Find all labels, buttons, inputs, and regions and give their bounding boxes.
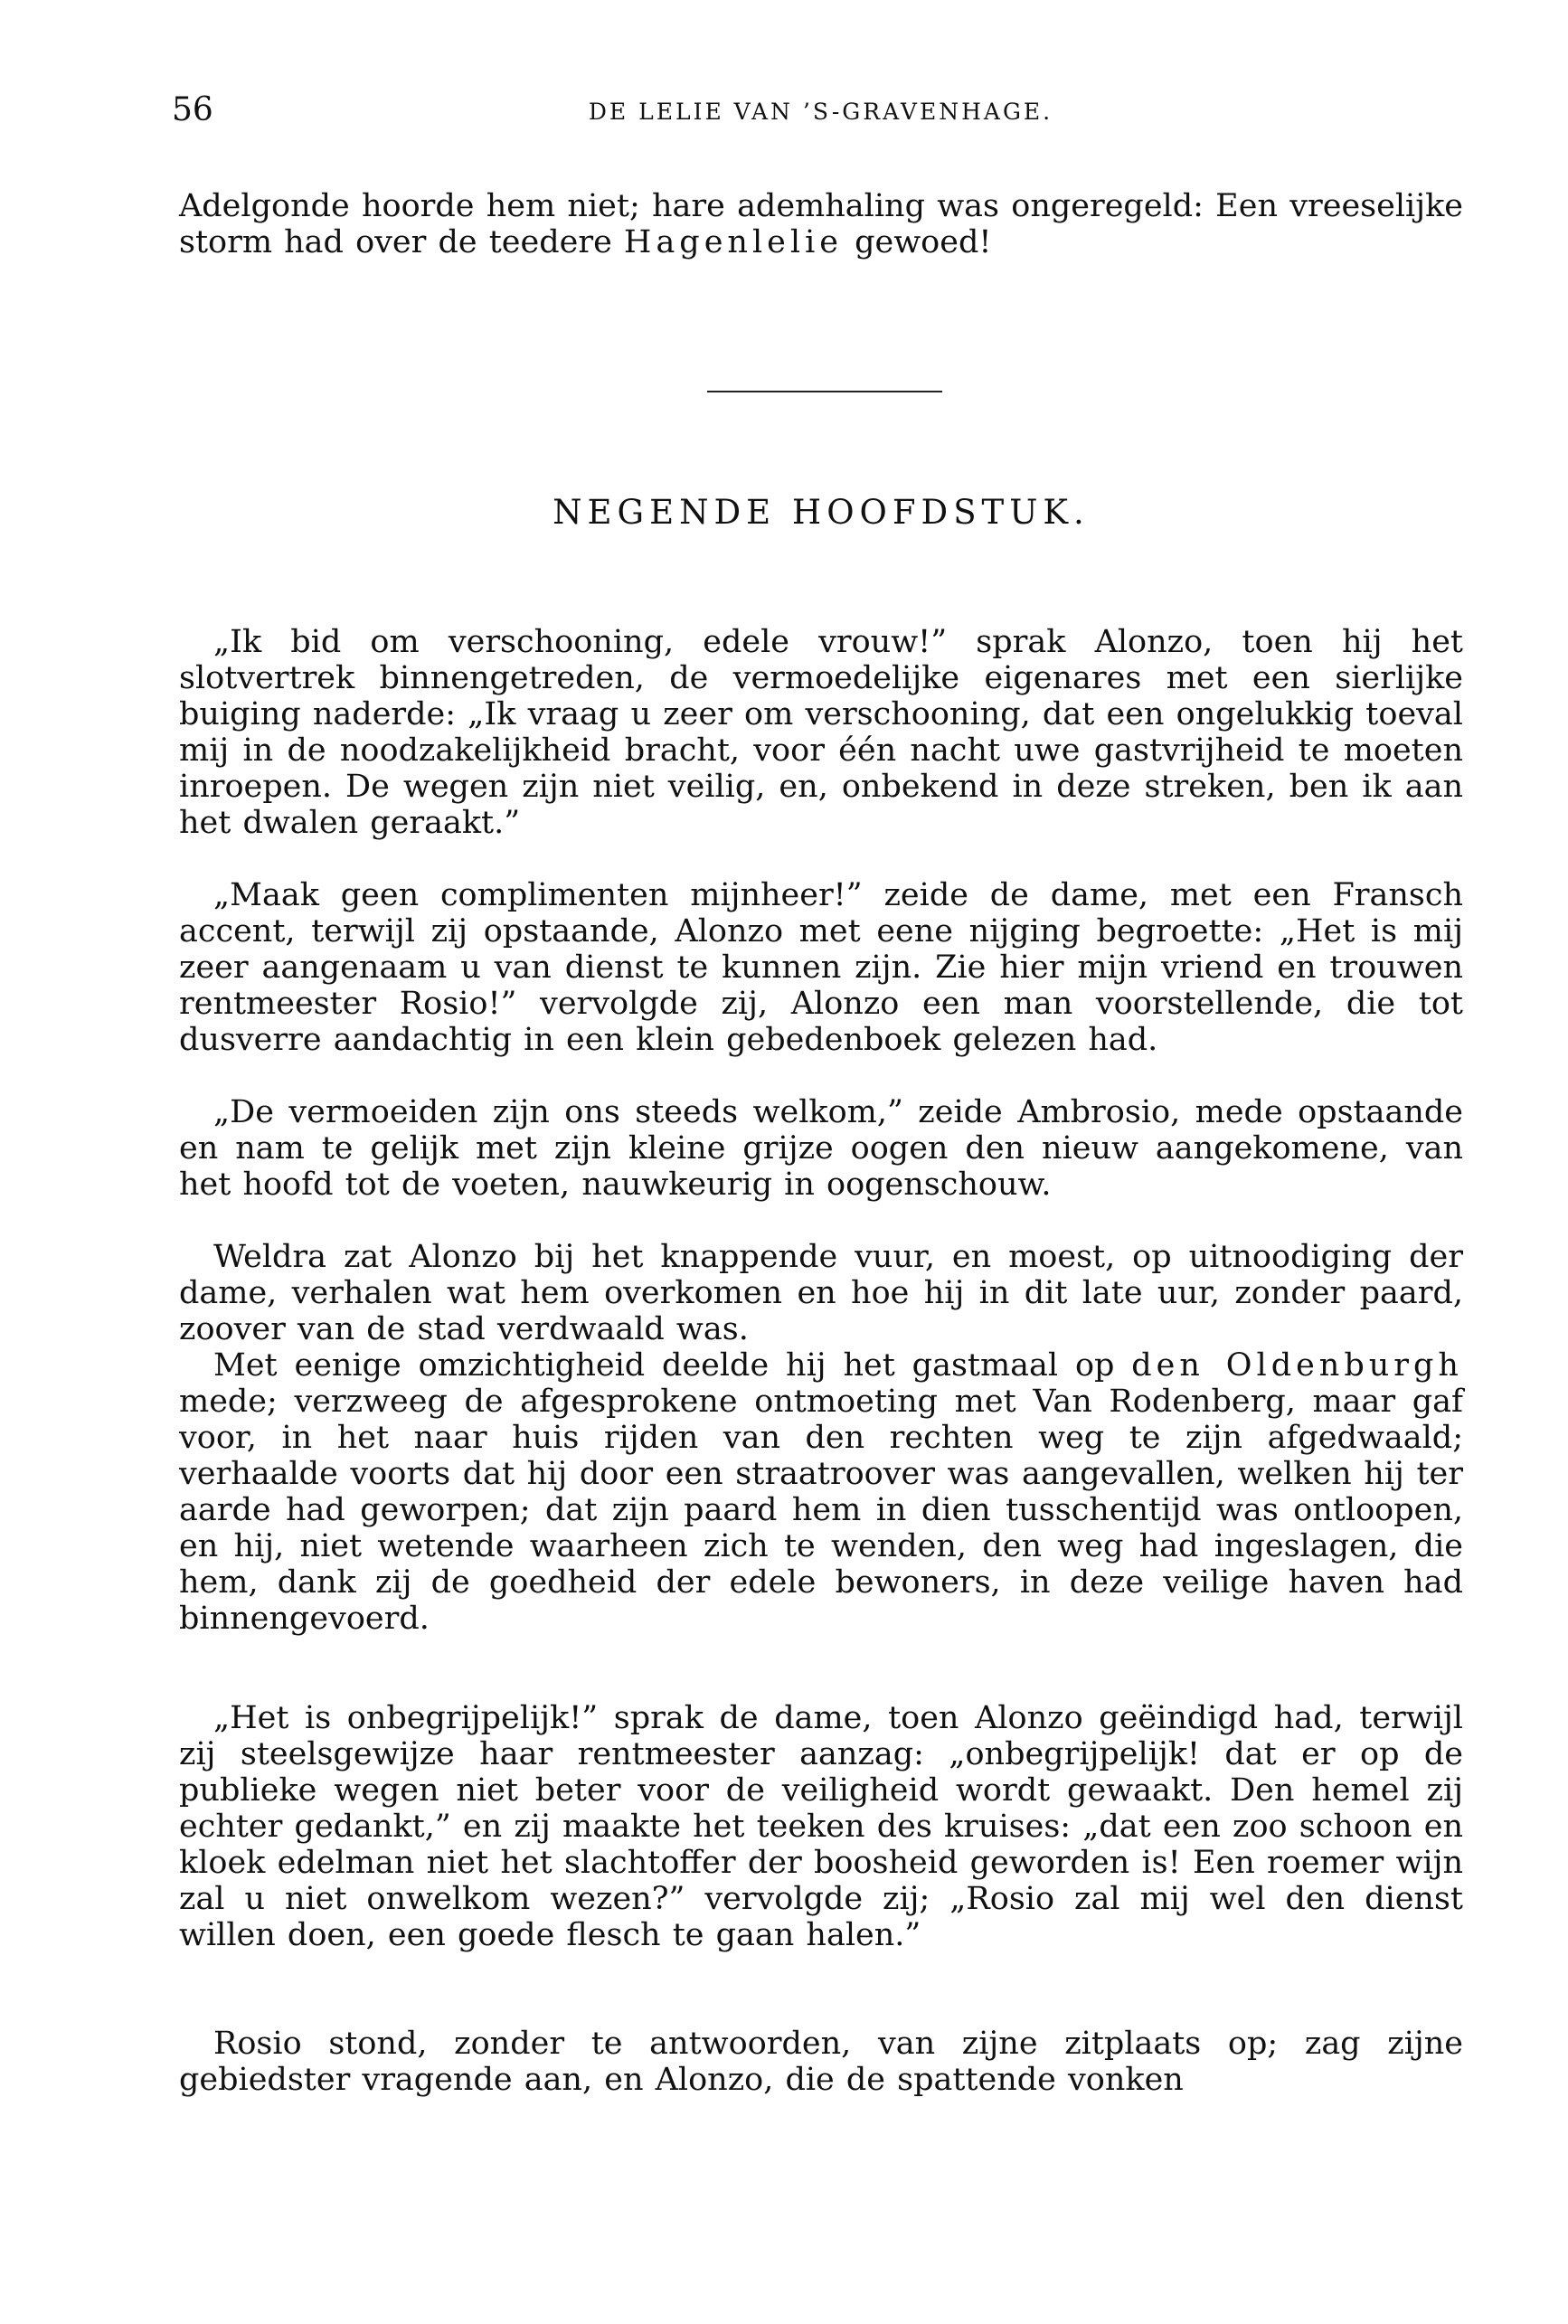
account-text-b: mede; verzweeg de afgesprokene ontmoeting met Van Rodenberg, maar gaf voor, in het naar huis rijden van den rechten weg te zijn afgedwaald; verhaalde voorts dat hij door een straatroover was aangevallen, welken hij ter aarde had geworpen; dat zijn paard hem in dien tusschentijd was ontloopen, en hij, niet wetende waarheen zich te wenden, den weg had ingeslagen, die hem, dank zij de goedheid der edele bewoners, in deze veilige haven had binnengevoerd.: [179, 1384, 1463, 1637]
page-number: 56: [172, 91, 213, 128]
paragraph-dame-exclaims: „Het is onbegrijpelijk!” sprak de dame, toen Alonzo geëindigd had, terwijl zij steelsgewijze haar rentmeester aanzag: „onbegrijpelijk! dat er op de publieke wegen niet beter voor de veiligheid wordt gewaakt. Den hemel zij echter gedankt,” en zij maakte het teeken des kruises: „dat een zoo schoon en kloek edelman niet het slachtoffer der boosheid geworden is! Een roemer wijn zal u niet onwelkom wezen?” vervolgde zij; „Rosio zal mij wel den dienst willen doen, een goede flesch te gaan halen.”: [179, 1700, 1463, 1953]
paragraph-dame-reply: „Maak geen complimenten mijnheer!” zeide de dame, met een Fransch accent, terwijl zij opstaande, Alonzo met eene nijging begroette: „Het is mij zeer aangenaam u van dienst te kunnen zijn. Zie hier mijn vriend en trouwen rentmeester Rosio!” vervolgde zij, Alonzo een man voorstellende, die tot dusverre aandachtig in een klein gebedenboek gelezen had.: [179, 877, 1463, 1058]
paragraph-account: [179, 1347, 1463, 1637]
chapter-title: NEGENDE HOOFDSTUK.: [553, 493, 1090, 532]
paragraph-alonzo-greeting: „Ik bid om verschooning, edele vrouw!” sprak Alonzo, toen hij het slotvertrek binnengetreden, de vermoedelijke eigenares met een sierlijke buiging naderde: „Ik vraag u zeer om verschooning, dat een ongelukkig toeval mij in de noodzakelijkheid bracht, voor één nacht uwe gastvrijheid te moeten inroepen. De wegen zijn niet veilig, en, onbekend in deze streken, ben ik aan het dwalen geraakt.”: [179, 624, 1463, 841]
paragraph-rosio-rises: Rosio stond, zonder te antwoorden, van zijne zitplaats op; zag zijne gebiedster vragende aan, en Alonzo, die de spattende vonken: [179, 2026, 1463, 2098]
intro-spaced-word: Hagenlelie: [623, 224, 843, 260]
running-head: DE LELIE VAN ’S-GRAVENHAGE.: [588, 99, 1053, 125]
page-header: [172, 90, 1469, 136]
intro-paragraph: [179, 188, 1463, 260]
intro-text-b: gewoed!: [842, 224, 992, 260]
account-spaced-name: den Oldenburgh: [1131, 1347, 1463, 1384]
paragraph-ambrosio: „De vermoeiden zijn ons steeds welkom,” zeide Ambrosio, mede opstaande en nam te gelijk met zijn kleine grijze oogen den nieuw aangekomene, van het hoofd tot de voeten, nauwkeurig in oogenschouw.: [179, 1094, 1463, 1203]
account-text-a: Met eenige omzichtigheid deelde hij het gastmaal op: [213, 1347, 1132, 1384]
intro-text-a: Adelgonde hoorde hem niet; hare ademhaling was ongeregeld: Een vreeselijke storm had over de teedere: [179, 188, 1463, 260]
section-divider: [707, 391, 942, 392]
paragraph-fireside: Weldra zat Alonzo bij het knappende vuur, en moest, op uitnoodiging der dame, verhalen wat hem overkomen en hoe hij in dit late uur, zonder paard, zoover van de stad verdwaald was.: [179, 1239, 1463, 1347]
